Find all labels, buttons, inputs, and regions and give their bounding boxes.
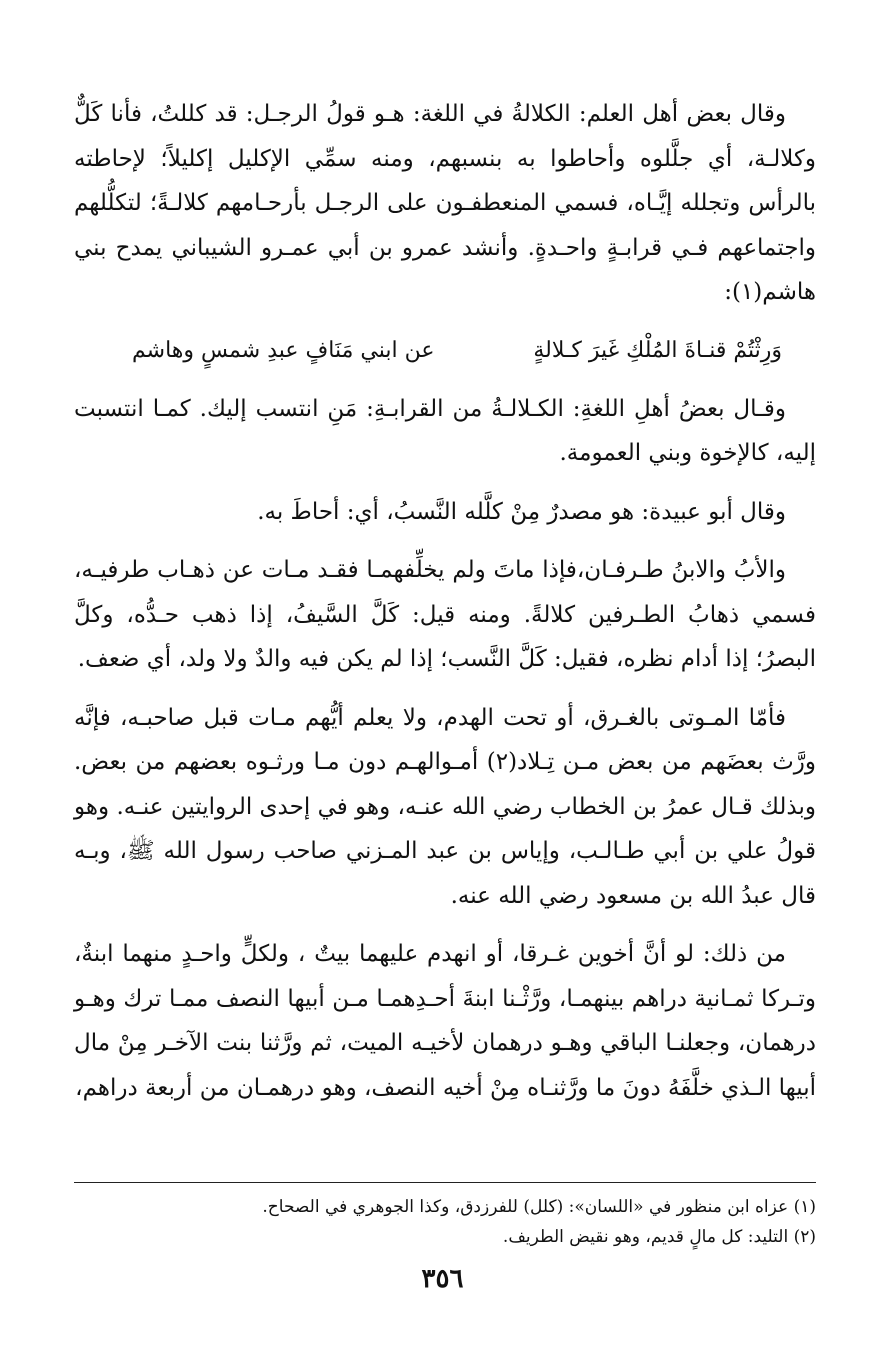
page-number: ٣٥٦ [421,1264,464,1294]
paragraph-kalala-definition: وقال بعض أهل العلم: الكلالةُ في اللغة: هـو قولُ الرجـل: قد كللتُ، فأنا كَلٌّ وكلالـة، أي جلَّلوه وأحاطوا به بنسبهم، ومنه سمِّي الإكليل إكليلاً؛ لإحاطته بالرأس وتجلله إيَّـاه، فسمي المنعطفـون على الرجـل بأرحـامهم كلالـةً؛ لتكلُّلهم واجتماعهم فـي قرابـةٍ واحـدةٍ. وأنشد عمرو بن أبي عمـرو الشيباني يمدح بني هاشم(١): [74,101,816,305]
paragraph-father-son: والأبُ والابنُ طـرفـان،فإذا ماتَ ولم يخلِّفهمـا فقـد مـات عن ذهـاب طرفيـه، فسمي ذهابُ الطـرفين كلالةً. ومنه قيل: كَلَّ السَّيفُ، إذا ذهب حـدُّه، وكلَّ البصرُ؛ إذا أدام نظره، فقيل: كَلَّ النَّسب؛ إذا لم يكن فيه والدٌ ولا ولد، أي ضعف. [74,557,816,672]
paragraph-kinship: وقـال بعضُ أهلِ اللغةِ: الكـلالـةُ من القرابـةِ: مَنِ انتسب إليك. كمـا انتسبت إليه، كالإخوة وبني العمومة. [74,395,816,466]
main-text [74,92,816,1124]
verse-first-hemistich: وَرِثْتُمْ قنـاةَ المُلْكِ غَيرَ كـلالةٍ [533,337,782,363]
poetry-verse [132,329,782,373]
footnote-2: (٢) التليد: كل مالٍ قديم، وهو نقيض الطريف. [502,1227,816,1247]
paragraph-drowned-inheritance: فأمّا المـوتى بالغـرق، أو تحت الهدم، ولا يعلم أيُّهم مـات قبل صاحبـه، فإنَّه ورَّث بعضَهم من بعض مـن تِـلاد(٢) أمـوالهـم دون مـا ورثـوه بعضهم من بعض. وبذلك قـال عمرُ بن الخطاب رضي الله عنـه، وهو في إحدى الروايتين عنـه. وهو قولُ علي بن أبي طـالـب، وإياس بن عبد المـزني صاحب رسول الله ﷺ، وبـه قال عبدُ الله بن مسعود رضي الله عنه. [74,704,816,909]
paragraph-abu-ubaida: وقال أبو عبيدة: هو مصدرٌ مِنْ كلَّله النَّسبُ، أي: أحاطَ به. [257,498,786,525]
verse-second-hemistich: عن ابني مَنَافٍ عبدِ شمسٍ وهاشم [132,337,435,363]
footnotes [74,1192,816,1252]
footnote-divider [74,1182,816,1183]
paragraph-example: من ذلك: لو أنَّ أخوين غـرقا، أو انهدم عليهما بيتٌ ، ولكلٍّ واحـدٍ منهما ابنةٌ، وتـركا ثمـانية دراهم بينهمـا، ورَّثْـنا ابنةَ أحـدِهمـا مـن أبيها النصف ممـا ترك وهـو درهمان، وجعلنـا الباقي وهـو درهمان لأخيـه الميت، ثم ورَّثنا بنت الآخـر مِنْ مال أبيها الـذي خلَّفَهُ دونَ ما ورَّثنـاه مِنْ أخيه النصف، وهو درهمـان من أربعة دراهم، [74,941,816,1101]
footnote-1: (١) عزاه ابن منظور في «اللسان»: (كلل) للفرزدق، وكذا الجوهري في الصحاح. [262,1197,816,1217]
